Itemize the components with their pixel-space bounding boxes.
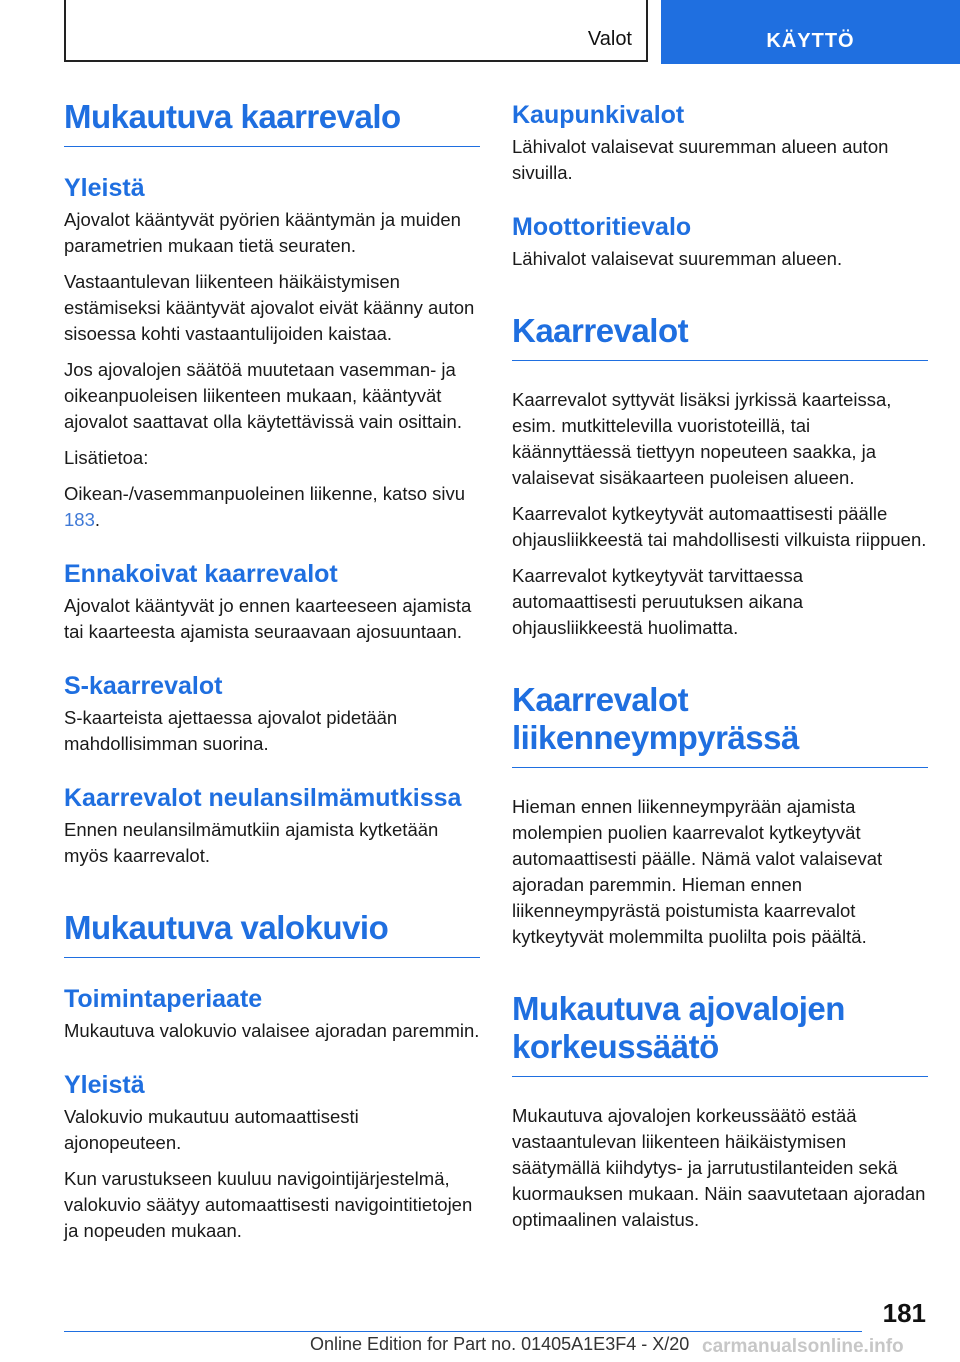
paragraph: Valokuvio mukautuu automaattisesti ajonopeuteen. — [64, 1106, 359, 1153]
header-chapter-tab[interactable]: KÄYTTÖ — [661, 0, 960, 64]
subheading-motorway-light: Moottoritievalo — [512, 213, 692, 241]
paragraph: Ennen neulansilmämutkiin ajamista kytketään myös kaarrevalot. — [64, 819, 439, 866]
paragraph: Lähivalot valaisevat suuremman alueen auton sivuilla. — [512, 136, 889, 183]
paragraph: Vastaantulevan liikenteen häikäistymisen estämiseksi kääntyvät ajovalot eivät käänny auton sisoessa kohti vastaantulijoiden kaistaa. — [64, 271, 475, 344]
subheading-general: Yleistä — [64, 174, 145, 202]
paragraph: Lähivalot valaisevat suuremman alueen. — [512, 248, 843, 269]
paragraph: Kaarrevalot kytkeytyvät automaattisesti päälle ohjausliikkeestä tai mahdollisesti vilkuista riippuen. — [512, 503, 927, 550]
footer-divider — [64, 1331, 862, 1332]
heading-curve-lights: Kaarrevalot — [512, 312, 928, 361]
right-column — [512, 100, 928, 1233]
paragraph: Hieman ennen liikenneympyrään ajamista molempien puolien kaarrevalot kytkeytyvät automaattisesti päälle. Nämä valot valaisevat ajoradan paremmin. Hieman ennen liikenneympyrästä poistumista kaarrevalot kytkeytyvät molemmilta puolilta pois päältä. — [512, 796, 883, 947]
paragraph: Kun varustukseen kuuluu navigointijärjestelmä, valokuvio säätyy automaattisesti navigointitietojen ja nopeuden mukaan. — [64, 1168, 473, 1241]
heading-adaptive-light-pattern: Mukautuva valokuvio — [64, 909, 480, 958]
paragraph: Kaarrevalot kytkeytyvät tarvittaessa automaattisesti peruutuksen aikana ohjausliikkeestä huolimatta. — [512, 565, 804, 638]
paragraph: Lisätietoa: — [64, 447, 149, 468]
paragraph: Mukautuva valokuvio valaisee ajoradan paremmin. — [64, 1020, 480, 1041]
paragraph: Kaarrevalot syttyvät lisäksi jyrkissä kaarteissa, esim. mutkittelevilla vuoristoteillä, tai käännyttäessä tiettyyn nopeuteen saakka, ja valaisevat sisäkaarteen puoleisen alueen. — [512, 389, 892, 488]
heading-adaptive-curve-light: Mukautuva kaarrevalo — [64, 98, 480, 147]
subheading-predictive: Ennakoivat kaarrevalot — [64, 560, 338, 588]
subheading-principle: Toimintaperiaate — [64, 985, 263, 1013]
cross-reference: Oikean-/vasemmanpuoleinen liikenne, katso sivu 183. — [64, 483, 466, 530]
subheading-city-lights: Kaupunkivalot — [512, 101, 685, 129]
paragraph: S-kaarteista ajettaessa ajovalot pidetään mahdollisimman suorina. — [64, 707, 398, 754]
page-link[interactable]: 183 — [64, 509, 95, 530]
heading-adaptive-headlight-leveling: Mukautuva ajovalojen korkeussäätö — [512, 990, 928, 1077]
paragraph: Ajovalot kääntyvät jo ennen kaarteeseen ajamista tai kaarteesta ajamista seuraavaan ajosuuntaan. — [64, 595, 472, 642]
subheading-general-2: Yleistä — [64, 1071, 145, 1099]
paragraph: Mukautuva ajovalojen korkeussäätö estää vastaantulevan liikenteen häikäistymisen säätymällä kiihdytys- ja jarrutustilanteiden sekä kuormauksen mukaan. Näin saavutetaan ajoradan optimaalinen valaistus. — [512, 1105, 926, 1230]
paragraph: Jos ajovalojen säätöä muutetaan vasemman- ja oikeanpuoleisen liikenteen mukaan, kääntyvät ajovalot saattavat olla käytettävissä vain osittain. — [64, 359, 462, 432]
header-frame — [64, 0, 648, 62]
footer-edition: Online Edition for Part no. 01405A1E3F4 - X/20 — [310, 1334, 690, 1354]
subheading-hairpin: Kaarrevalot neulansilmämutkissa — [64, 784, 462, 812]
paragraph: Ajovalot kääntyvät pyörien kääntymän ja muiden parametrien mukaan tietä seuraten. — [64, 209, 461, 256]
heading-roundabout-curve-lights: Kaarrevalot liikenneympyrässä — [512, 681, 928, 768]
watermark: carmanualsonline.info — [702, 1336, 904, 1357]
header-section-title: Valot — [587, 28, 632, 50]
page-number: 181 — [882, 1298, 926, 1328]
subheading-s-curve: S-kaarrevalot — [64, 672, 223, 700]
left-column — [64, 98, 480, 1244]
